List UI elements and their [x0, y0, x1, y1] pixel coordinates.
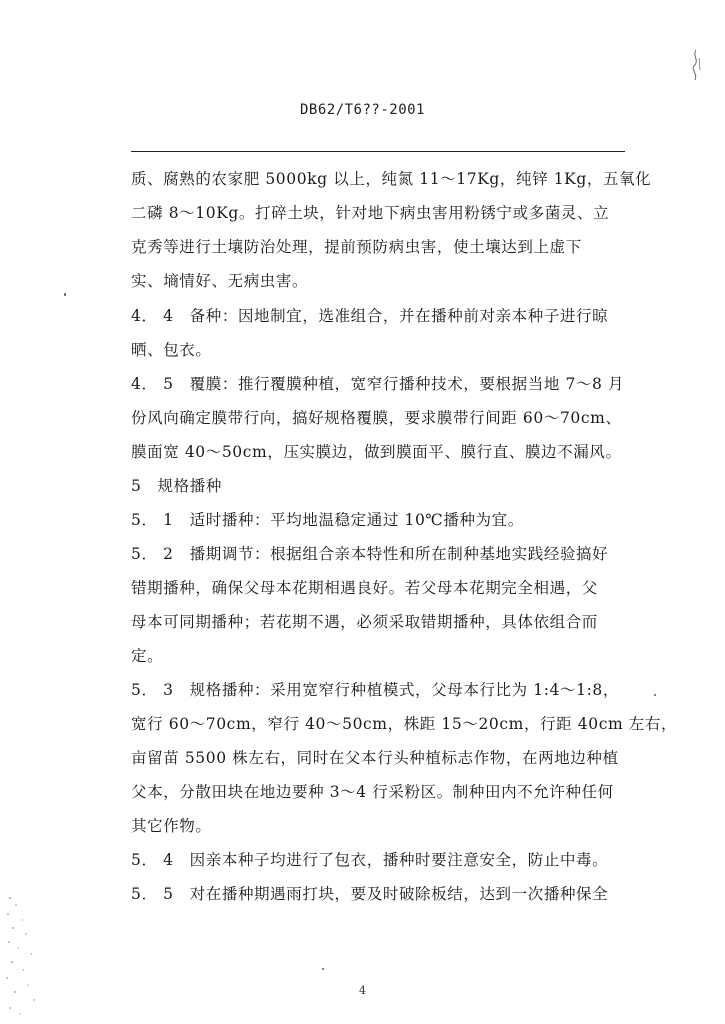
section-4-4: 4． 4 备种：因地制宜，选准组合，并在播种前对亲本种子进行晾 [131, 307, 609, 325]
text-line: 份风向确定膜带行向，搞好规格覆膜，要求膜带行间距 60～70cm、 [131, 409, 622, 427]
section-4-5: 4． 5 覆膜：推行覆膜种植，宽窄行播种技术，要根据当地 7～8 月 [131, 375, 625, 393]
text-line: 定。 [131, 647, 164, 665]
text-line: 错期播种，确保父母本花期相遇良好。若父母本花期完全相遇，父 [131, 579, 598, 597]
text-line: 质、腐熟的农家肥 5000kg 以上，纯氮 11～17Kg，纯锌 1Kg，五氧化 [131, 170, 652, 188]
section-5-3: 5． 3 规格播种：采用宽窄行种植模式，父母本行比为 1:4～1:8， [131, 681, 619, 699]
text-line: 晒、包衣。 [131, 341, 212, 359]
text-line: 母本可同期播种；若花期不遇，必须采取错期播种，具体依组合而 [131, 613, 598, 631]
scan-noise [4, 890, 44, 1020]
page-number: 4 [359, 984, 366, 997]
section-5-2: 5． 2 播期调节：根据组合亲本特性和所在制种基地实践经验搞好 [131, 545, 609, 563]
section-5-5: 5． 5 对在播种期遇雨打块，要及时破除板结，达到一次播种保全 [131, 885, 609, 903]
scan-speck [322, 968, 324, 970]
standard-code: DB62/T6??-2001 [299, 102, 425, 118]
section-5-1: 5． 1 适时播种：平均地温稳定通过 10℃播种为宜。 [131, 511, 524, 529]
text-line: 二磷 8～10Kg。打碎土块，针对地下病虫害用粉锈宁或多菌灵、立 [131, 204, 610, 222]
text-line: 膜面宽 40～50cm，压实膜边，做到膜面平、膜行直、膜边不漏风。 [131, 443, 622, 461]
header-rule [131, 151, 625, 152]
text-line: 克秀等进行土壤防治处理，提前预防病虫害，使土壤达到上虚下 [131, 238, 582, 256]
scan-speck [64, 293, 66, 296]
section-5-4: 5． 4 因亲本种子均进行了包衣，播种时要注意安全，防止中毒。 [131, 851, 609, 869]
text-line: 实、墒情好、无病虫害。 [131, 272, 309, 290]
margin-scribble-mark [688, 48, 704, 108]
text-line: 父本，分散田块在地边要种 3～4 行采粉区。制种田内不允许种任何 [131, 783, 614, 801]
text-line: 宽行 60～70cm，窄行 40～50cm，株距 15～20cm，行距 40cm 左右， [131, 715, 678, 733]
scan-speck [654, 694, 656, 696]
text-line: 亩留苗 5500 株左右，同时在父本行头种植标志作物，在两地边种植 [131, 749, 619, 767]
section-5-heading: 5 规格播种 [131, 477, 222, 495]
text-line: 其它作物。 [131, 817, 212, 835]
